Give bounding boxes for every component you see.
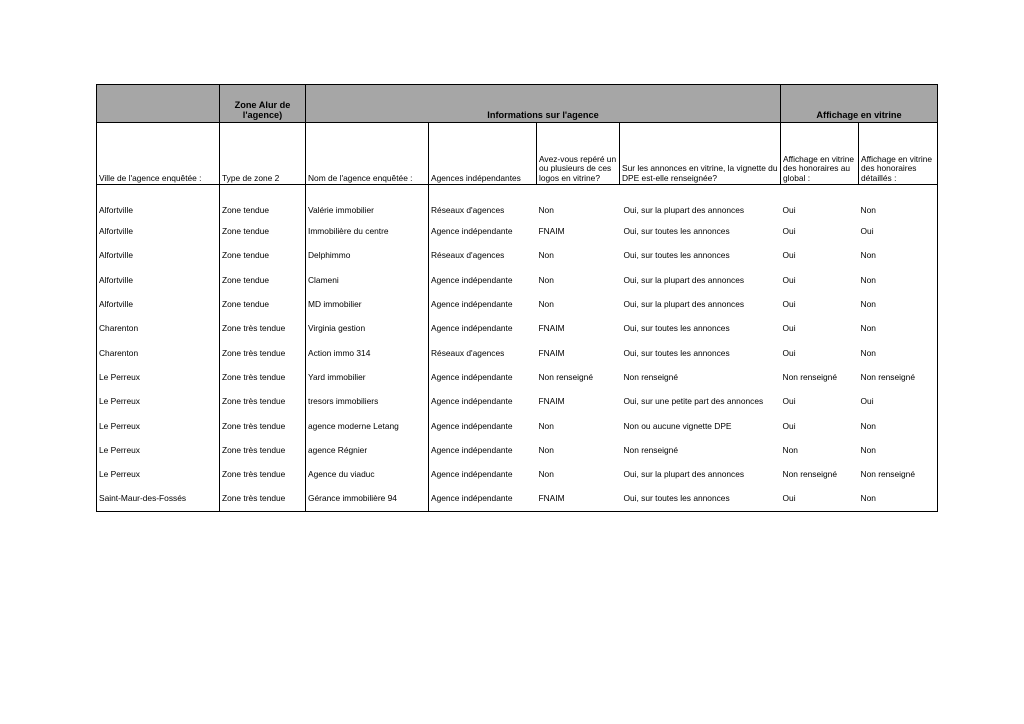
- cell-dpe: Non renseigné: [623, 444, 678, 455]
- header-group-blank: [97, 85, 220, 123]
- cell-nom: MD immobilier: [306, 292, 429, 316]
- table-row: [97, 340, 938, 364]
- cell-nom: Delphimmo: [306, 243, 429, 267]
- cell-logos: FNAIM: [538, 396, 565, 407]
- cell-dpe: Oui, sur la plupart des annonces: [623, 469, 745, 480]
- cell-honoraires-detail: Non renseigné: [859, 365, 938, 389]
- cell-zone: Zone tendue: [220, 268, 306, 292]
- cell-honoraires-detail: Non: [859, 268, 938, 292]
- cell-honoraires-detail: Non: [859, 243, 938, 267]
- cell-ville: Le Perreux: [97, 462, 220, 486]
- cell-honoraires-global: Oui: [782, 274, 796, 285]
- cell-type-agence: Agence indépendante: [431, 396, 513, 407]
- cell-honoraires-global: Oui: [782, 323, 796, 334]
- cell-ville: Le Perreux: [97, 389, 220, 413]
- cell-nom: tresors immobiliers: [306, 389, 429, 413]
- cell-ville: Le Perreux: [97, 365, 220, 389]
- cell-honoraires-detail: Non: [859, 413, 938, 437]
- cell-logos: FNAIM: [537, 486, 620, 511]
- table-row: [97, 292, 938, 316]
- cell-dpe: Oui, sur toutes les annonces: [620, 486, 781, 511]
- cell-logos: Non: [538, 469, 554, 480]
- cell-logos: FNAIM: [538, 226, 565, 237]
- cell-type-agence: Agence indépendante: [431, 444, 513, 455]
- cell-honoraires-global: Oui: [782, 347, 796, 358]
- cell-zone: Zone tendue: [220, 185, 306, 220]
- table-body: [97, 185, 938, 512]
- cell-nom: Virginia gestion: [306, 316, 429, 340]
- cell-ville: Alfortville: [97, 268, 220, 292]
- cell-honoraires-global: Oui: [782, 226, 796, 237]
- cell-dpe: Oui, sur toutes les annonces: [623, 250, 730, 261]
- table-row: [97, 413, 938, 437]
- cell-logos: Non: [538, 420, 554, 431]
- cell-type-agence: Agence indépendante: [431, 420, 513, 431]
- cell-type-agence: Agence indépendante: [431, 371, 513, 382]
- cell-zone: Zone très tendue: [220, 316, 306, 340]
- table-row: [97, 486, 938, 511]
- cell-honoraires-global: Oui: [782, 250, 796, 261]
- table-row: [97, 219, 938, 243]
- cell-honoraires-detail: Non: [859, 185, 938, 220]
- col-header-dpe: Sur les annonces en vitrine, la vignette du DPE est-elle renseignée?: [620, 123, 781, 185]
- cell-nom: Action immo 314: [306, 340, 429, 364]
- cell-type-agence: Agence indépendante: [431, 226, 513, 237]
- cell-honoraires-global: Oui: [782, 205, 796, 215]
- cell-honoraires-global: Oui: [782, 396, 796, 407]
- cell-dpe: Oui, sur une petite part des annonces: [623, 396, 764, 407]
- cell-nom: agence moderne Letang: [306, 413, 429, 437]
- cell-zone: Zone très tendue: [220, 486, 306, 511]
- cell-type-agence: Agence indépendante: [431, 274, 513, 285]
- cell-nom: Clameni: [306, 268, 429, 292]
- cell-ville: Charenton: [97, 340, 220, 364]
- cell-nom: Agence du viaduc: [306, 462, 429, 486]
- cell-dpe: Oui, sur toutes les annonces: [623, 347, 730, 358]
- cell-honoraires-detail: Non: [859, 292, 938, 316]
- table-row: [97, 438, 938, 462]
- cell-nom: agence Régnier: [306, 438, 429, 462]
- cell-honoraires-detail: Non: [859, 340, 938, 364]
- cell-zone: Zone très tendue: [220, 389, 306, 413]
- col-header-independantes: Agences indépendantes: [429, 123, 537, 185]
- cell-type-agence: Réseaux d'agences: [431, 205, 505, 215]
- cell-zone: Zone très tendue: [220, 438, 306, 462]
- cell-dpe: Non ou aucune vignette DPE: [623, 420, 732, 431]
- cell-nom: Valérie immobilier: [306, 185, 429, 220]
- cell-dpe: Oui, sur la plupart des annonces: [623, 205, 745, 215]
- cell-honoraires-global: Non renseigné: [782, 371, 837, 382]
- cell-zone: Zone tendue: [220, 243, 306, 267]
- header-group-info: Informations sur l'agence: [306, 85, 781, 123]
- cell-dpe: Oui, sur la plupart des annonces: [623, 274, 745, 285]
- cell-ville: Charenton: [97, 316, 220, 340]
- cell-logos: Non: [538, 274, 554, 285]
- table-row: [97, 316, 938, 340]
- cell-honoraires-detail: Oui: [859, 389, 938, 413]
- cell-logos: Non: [538, 444, 554, 455]
- cell-honoraires-detail: Non: [859, 486, 938, 511]
- table-row: [97, 365, 938, 389]
- cell-zone: Zone très tendue: [220, 462, 306, 486]
- cell-dpe: Oui, sur toutes les annonces: [623, 323, 730, 334]
- col-header-logos: Avez-vous repéré un ou plusieurs de ces logos en vitrine?: [537, 123, 620, 185]
- cell-honoraires-global: Oui: [782, 299, 796, 310]
- cell-zone: Zone très tendue: [220, 340, 306, 364]
- cell-zone: Zone très tendue: [220, 365, 306, 389]
- col-header-zone: Type de zone 2: [220, 123, 306, 185]
- header-group-vitrine: Affichage en vitrine: [781, 85, 938, 123]
- col-header-honoraires-detail: Affichage en vitrine des honoraires détaillés :: [859, 123, 938, 185]
- cell-type-agence: Réseaux d'agences: [431, 250, 505, 261]
- cell-type-agence: Agence indépendante: [431, 469, 513, 480]
- cell-dpe: Non renseigné: [623, 371, 678, 382]
- cell-logos: Non: [538, 299, 554, 310]
- cell-dpe: Oui, sur toutes les annonces: [623, 226, 730, 237]
- cell-honoraires-detail: Non: [859, 438, 938, 462]
- cell-honoraires-global: Non renseigné: [782, 469, 837, 480]
- cell-type-agence: Réseaux d'agences: [431, 347, 505, 358]
- table-row: [97, 389, 938, 413]
- cell-nom: Gérance immobilière 94: [306, 486, 429, 511]
- table-row: [97, 243, 938, 267]
- cell-type-agence: Agence indépendante: [429, 486, 537, 511]
- cell-nom: Immobilière du centre: [306, 219, 429, 243]
- cell-ville: Le Perreux: [97, 438, 220, 462]
- cell-logos: FNAIM: [538, 347, 565, 358]
- cell-ville: Saint-Maur-des-Fossés: [97, 486, 220, 511]
- header-group-row: [97, 85, 938, 123]
- cell-logos: FNAIM: [538, 323, 565, 334]
- cell-logos: Non: [538, 250, 554, 261]
- col-header-nom: Nom de l'agence enquêtée :: [306, 123, 429, 185]
- column-header-row: [97, 123, 938, 185]
- header-group-zone: Zone Alur de l'agence): [220, 85, 306, 123]
- cell-logos: Non: [538, 205, 554, 215]
- col-header-honoraires-global: Affichage en vitrine des honoraires au global :: [781, 123, 859, 185]
- cell-type-agence: Agence indépendante: [431, 299, 513, 310]
- cell-honoraires-detail: Non: [859, 316, 938, 340]
- cell-ville: Alfortville: [97, 292, 220, 316]
- cell-logos: Non renseigné: [538, 371, 593, 382]
- table-row: [97, 462, 938, 486]
- cell-honoraires-global: Oui: [781, 486, 859, 511]
- table-row: [97, 185, 938, 220]
- cell-dpe: Oui, sur la plupart des annonces: [623, 299, 745, 310]
- cell-type-agence: Agence indépendante: [431, 323, 513, 334]
- cell-ville: Le Perreux: [97, 413, 220, 437]
- cell-honoraires-detail: Non renseigné: [859, 462, 938, 486]
- cell-zone: Zone tendue: [220, 219, 306, 243]
- cell-zone: Zone très tendue: [220, 413, 306, 437]
- cell-honoraires-global: Non: [782, 444, 798, 455]
- cell-ville: Alfortville: [97, 243, 220, 267]
- col-header-ville: Ville de l'agence enquêtée :: [97, 123, 220, 185]
- cell-ville: Alfortville: [97, 219, 220, 243]
- agency-survey-table: [96, 84, 938, 512]
- table-row: [97, 268, 938, 292]
- cell-honoraires-detail: Oui: [859, 219, 938, 243]
- cell-nom: Yard immobilier: [306, 365, 429, 389]
- cell-ville: Alfortville: [97, 185, 220, 220]
- cell-honoraires-global: Oui: [782, 420, 796, 431]
- cell-zone: Zone tendue: [220, 292, 306, 316]
